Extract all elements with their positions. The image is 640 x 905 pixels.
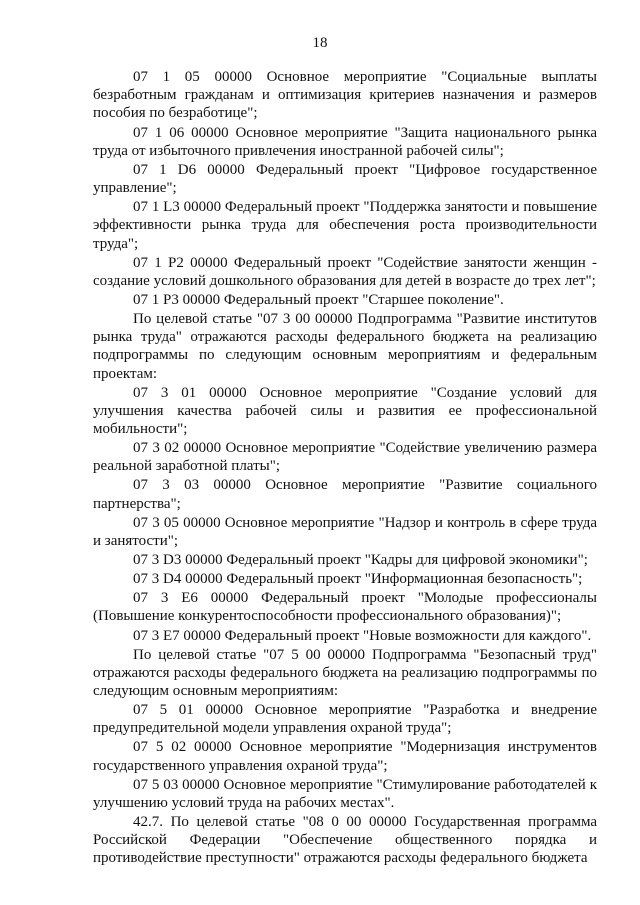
paragraph: 07 1 06 00000 Основное мероприятие "Защита национального рынка труда от избыточного привлечения иностранной рабочей силы"; [93,124,597,159]
paragraph: 07 5 01 00000 Основное мероприятие "Разработка и внедрение предупредительной модели управления охраной труда"; [93,702,597,737]
paragraph: 42.7. По целевой статье "08 0 00 00000 Государственная программа Российской Федерации "Обеспечение общественного порядка и противодействие преступности" отражаются расходы федерального бюджета [93,814,597,867]
paragraph: 07 1 P3 00000 Федеральный проект "Старшее поколение". [133,291,504,308]
paragraph: 07 3 D4 00000 Федеральный проект "Информационная безопасность"; [133,571,583,588]
paragraph: 07 1 P2 00000 Федеральный проект "Содействие занятости женщин - создание условий дошкольного образования для детей в возрасте до трех лет"; [93,254,597,289]
paragraph: 07 3 E6 00000 Федеральный проект "Молодые профессионалы (Повышение конкурентоспособности профессионального образования)"; [93,590,597,625]
paragraph: 07 3 02 00000 Основное мероприятие "Содействие увеличению размера реальной заработной платы"; [93,440,597,475]
paragraph: 07 3 01 00000 Основное мероприятие "Создание условий для улучшения качества рабочей силы и развития ее профессиональной мобильности"; [93,384,597,438]
paragraph: 07 5 02 00000 Основное мероприятие "Модернизация инструментов государственного управления охраной труда"; [93,739,597,774]
paragraph: 07 3 03 00000 Основное мероприятие "Развитие социального партнерства"; [93,477,597,512]
paragraph: 07 3 05 00000 Основное мероприятие "Надзор и контроль в сфере труда и занятости"; [93,514,597,549]
paragraph: 07 3 D3 00000 Федеральный проект "Кадры для цифровой экономики"; [133,552,588,569]
paragraph: 07 1 D6 00000 Федеральный проект "Цифровое государственное управление"; [93,161,597,196]
paragraph: 07 1 L3 00000 Федеральный проект "Поддержка занятости и повышение эффективности рынка труда для обеспечения роста производительности труда"; [93,199,597,252]
paragraph: По целевой статье "07 3 00 00000 Подпрограмма "Развитие институтов рынка труда" отражаются расходы федерального бюджета на реализацию подпрограммы по следующим основным мероприятиям и федеральным проектам: [93,310,597,382]
paragraph: По целевой статье "07 5 00 00000 Подпрограмма "Безопасный труд" отражаются расходы федерального бюджета на реализацию подпрограммы по следующим основным мероприятиям: [93,646,597,700]
paragraph: 07 1 05 00000 Основное мероприятие "Социальные выплаты безработным гражданам и оптимизация критериев назначения и размеров пособия по безработице"; [93,69,597,122]
page-number: 18 [312,35,328,51]
paragraph: 07 3 E7 00000 Федеральный проект "Новые возможности для каждого". [133,627,592,644]
document-body [93,68,597,868]
paragraph: 07 5 03 00000 Основное мероприятие "Стимулирование работодателей к улучшению условий труда на рабочих местах". [93,776,597,811]
